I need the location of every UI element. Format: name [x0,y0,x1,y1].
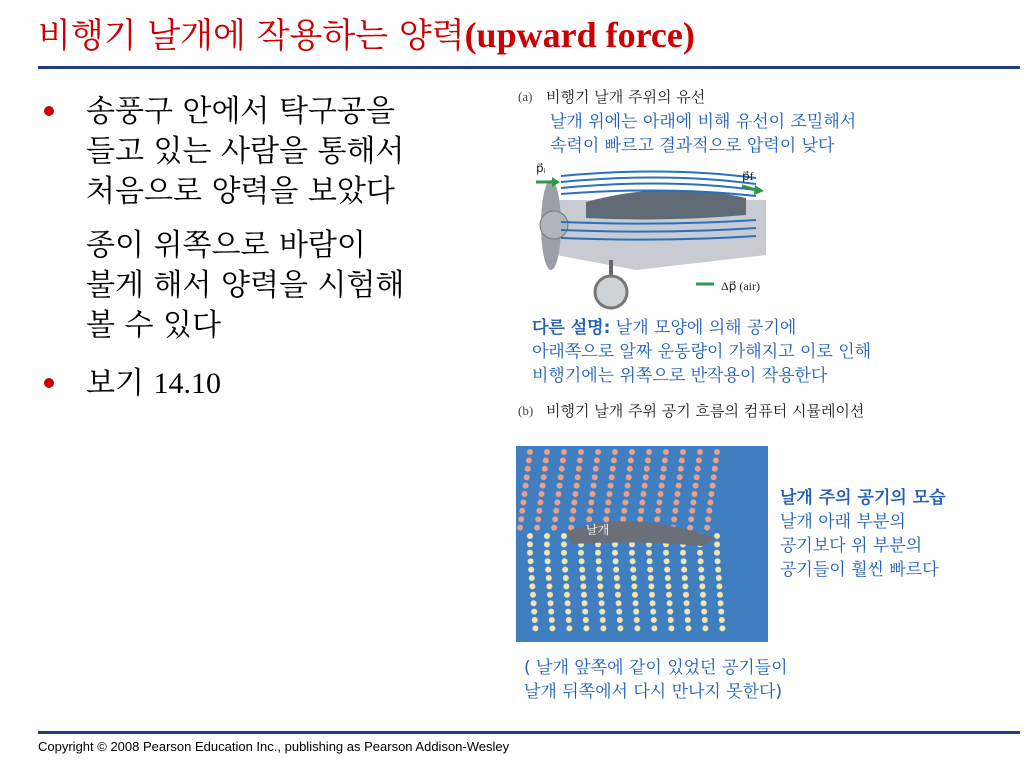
air-particle [677,474,683,480]
air-particle [719,617,725,623]
label-p-final: p⃗f [742,169,754,183]
air-particle [530,592,536,598]
air-particle [661,466,667,472]
air-particle [627,466,633,472]
side-note-title: 날개 주의 공기의 모습 [780,488,946,508]
air-particle [532,625,538,631]
air-particle [562,558,568,564]
air-particle [716,583,722,589]
air-particle [662,457,668,463]
air-particle [580,583,586,589]
explain-line-1 [532,316,871,340]
air-particle [617,625,623,631]
air-particle [650,600,656,606]
air-particle [719,625,725,631]
air-particle [697,449,703,455]
air-particle [681,558,687,564]
air-particle [569,516,575,522]
air-particle [699,575,705,581]
air-particle [718,609,724,615]
air-particle [565,600,571,606]
air-particle [576,466,582,472]
air-particle [592,474,598,480]
air-particle [531,609,537,615]
air-particle [579,558,585,564]
air-particle [564,592,570,598]
air-particle [600,617,606,623]
air-particle [613,567,619,573]
air-particle [692,491,698,497]
alternate-explanation [532,316,871,388]
bullet-line: 불게 해서 양력을 시험해 [86,268,405,303]
air-particle [531,600,537,606]
air-particle [642,483,648,489]
air-particle [711,474,717,480]
air-particle [637,516,643,522]
air-particle [563,583,569,589]
figure-a-desc-line: 속력이 빠르고 결과적으로 압력이 낮다 [550,136,835,156]
figure-a-tag: (a) [518,88,533,104]
figure-a-description [550,110,856,158]
air-particle [547,592,553,598]
air-particle [680,550,686,556]
air-particle [597,583,603,589]
air-particle [574,483,580,489]
air-particle [604,508,610,514]
airplane-streamline-figure [516,160,772,310]
air-particle [643,474,649,480]
air-particle [694,474,700,480]
air-particle [709,491,715,497]
air-particle [616,600,622,606]
figure-a-desc-line: 날개 위에는 아래에 비해 유선이 조밀해서 [550,112,857,132]
bottom-note-line: 날개 뒤쪽에서 다시 만나지 못한다) [524,682,783,702]
air-particle [633,600,639,606]
bullet-example-label: 보기 [86,366,154,401]
air-particle [596,567,602,573]
air-particle [527,449,533,455]
air-particle [544,449,550,455]
engine-cowling [540,211,568,239]
side-note-line: 공기보다 위 부분의 [780,536,923,556]
air-particle [582,609,588,615]
air-particle [548,600,554,606]
air-particle [536,508,542,514]
air-particle [629,550,635,556]
air-particle [596,558,602,564]
air-particle [573,491,579,497]
figure-a-caption [518,86,705,107]
air-particle [519,508,525,514]
air-particle [620,516,626,522]
air-particle [687,525,693,531]
air-particle [535,516,541,522]
air-particle [615,592,621,598]
air-particle [529,583,535,589]
air-particle [527,533,533,539]
air-particle [590,491,596,497]
air-particle [660,474,666,480]
air-particle [630,567,636,573]
air-particle [651,625,657,631]
air-particle [609,474,615,480]
air-particle [647,558,653,564]
air-particle [532,617,538,623]
air-particle [517,525,523,531]
air-particle [676,483,682,489]
air-particle [566,625,572,631]
air-particle [680,449,686,455]
air-particle [706,508,712,514]
air-particle [631,583,637,589]
air-particle [583,625,589,631]
air-particle [685,617,691,623]
air-particle [561,550,567,556]
air-particle [587,508,593,514]
air-particle [685,625,691,631]
air-particle [648,575,654,581]
air-particle [678,466,684,472]
air-particle [644,466,650,472]
air-particle [524,474,530,480]
air-particle [607,491,613,497]
air-particle [632,592,638,598]
air-particle [561,533,567,539]
air-particle [583,617,589,623]
bullet-line: 처음으로 양력을 보았다 [86,174,395,209]
air-particle [690,499,696,505]
air-particle [664,567,670,573]
air-particle [545,558,551,564]
air-particle [588,499,594,505]
air-particle [701,600,707,606]
air-particle [522,491,528,497]
air-particle [549,625,555,631]
air-particle [715,567,721,573]
air-particle [527,541,533,547]
title-english: (upward force) [464,15,695,55]
air-particle [605,499,611,505]
air-particle [578,449,584,455]
air-particle [565,609,571,615]
air-particle [599,600,605,606]
air-particle [614,575,620,581]
air-particle [646,449,652,455]
air-particle [684,609,690,615]
bullet-list [38,92,488,404]
bullet-subparagraph [38,226,488,346]
air-particle [714,449,720,455]
air-particle [600,625,606,631]
air-particle [598,592,604,598]
figure-b-caption [518,400,864,421]
air-particle [613,558,619,564]
air-particle [655,508,661,514]
air-particle [571,499,577,505]
air-particle [682,575,688,581]
explain-line: 아래쪽으로 알짜 운동량이 가해지고 이로 인해 [532,342,872,362]
air-particle [553,508,559,514]
air-particle [648,583,654,589]
air-particle [698,567,704,573]
air-particle [566,617,572,623]
air-particle [580,575,586,581]
figure-b-bottom-note [524,656,788,704]
air-particle [689,508,695,514]
air-particle [525,466,531,472]
air-particle [612,449,618,455]
air-particle [704,525,710,531]
bullet-line: 송풍구 안에서 탁구공을 [86,94,395,129]
air-particle [528,567,534,573]
air-particle [548,609,554,615]
air-particle [705,516,711,522]
air-particle [682,583,688,589]
air-particle [617,617,623,623]
air-particle [559,466,565,472]
air-particle [557,483,563,489]
air-particle [701,609,707,615]
air-particle [673,499,679,505]
air-particle [616,609,622,615]
air-particle [577,457,583,463]
air-particle [595,550,601,556]
air-particle [591,483,597,489]
air-particle [696,457,702,463]
air-particle [654,516,660,522]
airflow-simulation-figure [516,446,768,642]
air-particle [714,550,720,556]
air-particle [681,567,687,573]
air-particle [629,449,635,455]
air-particle [624,491,630,497]
air-particle [697,550,703,556]
air-particle [699,583,705,589]
air-particle [520,499,526,505]
air-particle [603,516,609,522]
air-particle [671,516,677,522]
air-particle [625,483,631,489]
air-particle [581,592,587,598]
air-particle [684,600,690,606]
bullet-line: 들고 있는 사람을 통해서 [86,134,405,169]
air-particle [537,499,543,505]
air-particle [713,457,719,463]
bottom-note-line: ( 날개 앞쪽에 같이 있었던 공기들이 [524,658,788,678]
landing-wheel [595,276,627,308]
air-particle [634,617,640,623]
air-particle [626,474,632,480]
air-particle [645,457,651,463]
air-particle [552,516,558,522]
title-rule [38,66,1020,69]
air-particle [710,483,716,489]
air-particle [668,625,674,631]
air-particle [528,558,534,564]
air-particle [641,491,647,497]
air-particle [523,483,529,489]
air-particle [663,550,669,556]
air-particle [667,600,673,606]
air-particle [667,609,673,615]
air-particle [668,617,674,623]
air-particle [700,592,706,598]
air-particle [578,550,584,556]
explain-line: 비행기에는 위쪽으로 반작용이 작용한다 [532,366,828,386]
air-particle [649,592,655,598]
air-particle [717,592,723,598]
air-particle [529,575,535,581]
figure-a-caption-text: 비행기 날개 주위의 유선 [546,88,706,106]
slide-title [38,8,695,57]
air-particle [554,499,560,505]
air-particle [549,617,555,623]
air-particle [665,575,671,581]
label-p-initial: p⃗ᵢ [536,161,546,175]
explain-heading: 다른 설명: [532,318,611,338]
air-particle [608,483,614,489]
copyright-footer: Copyright © 2008 Pearson Education Inc., publishing as Pearson Addison-Wesley [38,739,510,754]
label-delta-p: Δp⃗ (air) [721,279,760,293]
air-particle [639,499,645,505]
air-particle [675,491,681,497]
wing-label: 날개 [586,523,610,537]
air-particle [622,499,628,505]
title-korean: 비행기 날개에 작용하는 양력 [38,16,465,56]
air-particle [714,541,720,547]
air-particle [518,516,524,522]
bullet-example-number: 14.10 [153,367,221,400]
air-particle [561,541,567,547]
air-particle [534,525,540,531]
bullet-dot [44,378,54,388]
bullet-dot [44,106,54,116]
air-particle [539,491,545,497]
air-particle [612,550,618,556]
footer-rule [38,731,1020,734]
air-particle [582,600,588,606]
air-particle [560,457,566,463]
air-particle [599,609,605,615]
air-particle [594,457,600,463]
air-particle [659,483,665,489]
air-particle [593,466,599,472]
air-particle [551,525,557,531]
air-particle [683,592,689,598]
air-particle [546,575,552,581]
air-particle [544,533,550,539]
air-particle [556,491,562,497]
air-particle [540,483,546,489]
bullet-line: 볼 수 있다 [86,308,221,343]
air-particle [541,474,547,480]
side-note-line: 공기들이 훨씬 빠르다 [780,560,939,580]
air-particle [579,567,585,573]
air-particle [562,567,568,573]
air-particle [695,466,701,472]
side-note-line: 날개 아래 부분의 [780,512,906,532]
air-particle [570,508,576,514]
air-particle [693,483,699,489]
figure-b-tag: (b) [518,402,534,418]
air-particle [702,625,708,631]
air-particle [527,550,533,556]
air-particle [707,499,713,505]
air-particle [586,516,592,522]
air-particle [628,457,634,463]
air-particle [664,558,670,564]
air-particle [544,550,550,556]
bullet-item-1 [38,92,488,212]
bullet-item-2 [38,364,488,404]
air-particle [542,466,548,472]
air-particle [561,449,567,455]
air-particle [651,617,657,623]
air-particle [665,583,671,589]
air-particle [595,449,601,455]
bullet-line: 종이 위쪽으로 바람이 [86,228,366,263]
air-particle [702,617,708,623]
figure-b-caption-text: 비행기 날개 주위 공기 흐름의 컴퓨터 시뮬레이션 [546,402,865,420]
air-particle [712,466,718,472]
air-particle [633,609,639,615]
air-particle [666,592,672,598]
air-particle [716,575,722,581]
air-particle [658,491,664,497]
air-particle [631,575,637,581]
air-particle [544,541,550,547]
air-particle [558,474,564,480]
air-particle [679,457,685,463]
air-particle [575,474,581,480]
air-particle [672,508,678,514]
air-particle [638,508,644,514]
air-particle [610,466,616,472]
air-particle [630,558,636,564]
air-particle [621,508,627,514]
air-particle [650,609,656,615]
air-particle [546,583,552,589]
air-particle [597,575,603,581]
air-particle [634,625,640,631]
explain-text: 날개 모양에 의해 공기에 [610,318,797,338]
air-particle [614,583,620,589]
air-particle [526,457,532,463]
air-particle [698,558,704,564]
air-particle [646,550,652,556]
air-particle [663,449,669,455]
figure-b-side-note [780,486,946,582]
air-particle [545,567,551,573]
air-particle [715,558,721,564]
air-particle [563,575,569,581]
air-particle [611,457,617,463]
air-particle [543,457,549,463]
air-particle [647,567,653,573]
air-particle [688,516,694,522]
air-particle [656,499,662,505]
air-particle [718,600,724,606]
